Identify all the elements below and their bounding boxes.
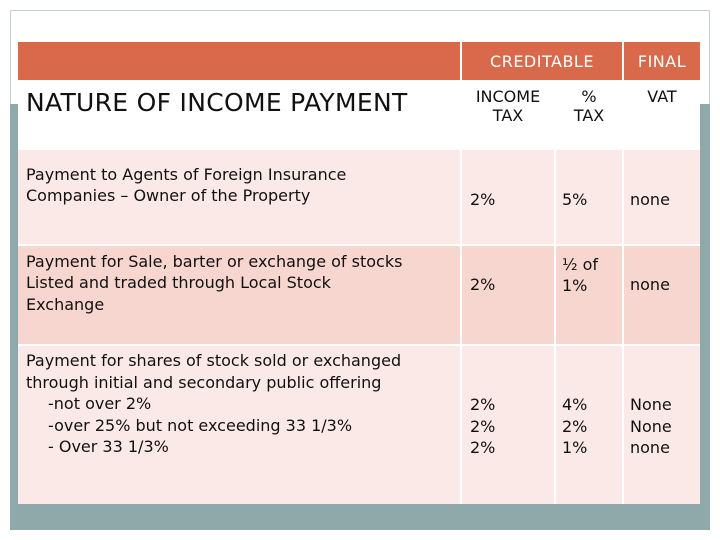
- row-2-vat: [624, 246, 700, 344]
- row-3-nature-line: -not over 2%: [48, 394, 152, 413]
- bottom-accent-bar: [10, 504, 710, 530]
- row-2-income-tax: [462, 246, 554, 344]
- row-3-income-tax-value: 2%: [470, 395, 496, 414]
- row-3-percent-tax-value: 2%: [562, 416, 588, 436]
- row-3-percent-tax-value: 4%: [562, 395, 588, 414]
- row-1-vat: [624, 150, 700, 244]
- row-1-income-tax: [462, 150, 554, 244]
- col-header-percent-tax-line2: TAX: [573, 106, 605, 125]
- col-header-income-tax-line1: INCOME: [475, 87, 541, 106]
- row-3-vat-value: none: [630, 438, 670, 457]
- row-2-nature-line: Payment for Sale, barter or exchange of stocks: [26, 251, 403, 271]
- row-3-nature-line: through initial and secondary public offering: [26, 372, 382, 392]
- row-2-percent-tax: [556, 246, 622, 344]
- row-1-income-tax-value: 2%: [470, 190, 496, 210]
- table-title-text: NATURE OF INCOME PAYMENT: [26, 87, 408, 117]
- row-3-vat: [624, 346, 700, 504]
- row-2-percent-tax-line: ½ of: [562, 254, 599, 274]
- row-2-percent-tax-line: 1%: [562, 276, 588, 295]
- row-3-income-tax: [462, 346, 554, 504]
- row-3-income-tax-value: 2%: [470, 416, 496, 436]
- row-1-percent-tax-value: 5%: [562, 190, 588, 210]
- row-2-vat-value: none: [630, 275, 670, 295]
- row-3-nature-line: Payment for shares of stock sold or exchanged: [26, 351, 402, 370]
- row-1-nature-line: Companies – Owner of the Property: [26, 186, 311, 205]
- row-3-percent-tax: [556, 346, 622, 504]
- row-2-nature: [18, 246, 460, 344]
- left-accent-bar: [10, 104, 18, 504]
- row-2-nature-line: Listed and traded through Local Stock: [26, 273, 331, 293]
- row-3-vat-value: None: [630, 395, 672, 414]
- row-3-nature-line: -over 25% but not exceeding 33 1/3%: [48, 415, 353, 435]
- col-header-income-tax-line2: TAX: [492, 106, 524, 125]
- row-3-income-tax-value: 2%: [470, 438, 496, 457]
- header-creditable-label: CREDITABLE: [490, 51, 594, 71]
- row-3-nature-line: - Over 33 1/3%: [48, 437, 169, 456]
- row-3-percent-tax-value: 1%: [562, 438, 588, 457]
- col-header-percent-tax: [556, 82, 622, 150]
- col-header-income-tax: [462, 82, 554, 150]
- row-1-vat-value: none: [630, 190, 670, 210]
- row-1-nature: [18, 150, 460, 244]
- header-final: [624, 42, 700, 80]
- row-1-nature-line: Payment to Agents of Foreign Insurance: [26, 164, 347, 184]
- row-2-nature-line: Exchange: [26, 294, 105, 314]
- header-blank-cell: [18, 42, 460, 80]
- row-3-nature: [18, 346, 460, 504]
- col-header-vat-label: VAT: [647, 87, 677, 106]
- header-creditable: [462, 42, 622, 80]
- right-accent-bar: [700, 104, 710, 504]
- col-header-percent-tax-line1: %: [581, 87, 597, 106]
- header-final-label: FINAL: [637, 51, 687, 71]
- row-3-vat-value: None: [630, 416, 672, 436]
- row-1-percent-tax: [556, 150, 622, 244]
- row-2-income-tax-value: 2%: [470, 275, 496, 295]
- col-header-vat: [624, 82, 700, 150]
- table-title: [18, 82, 460, 122]
